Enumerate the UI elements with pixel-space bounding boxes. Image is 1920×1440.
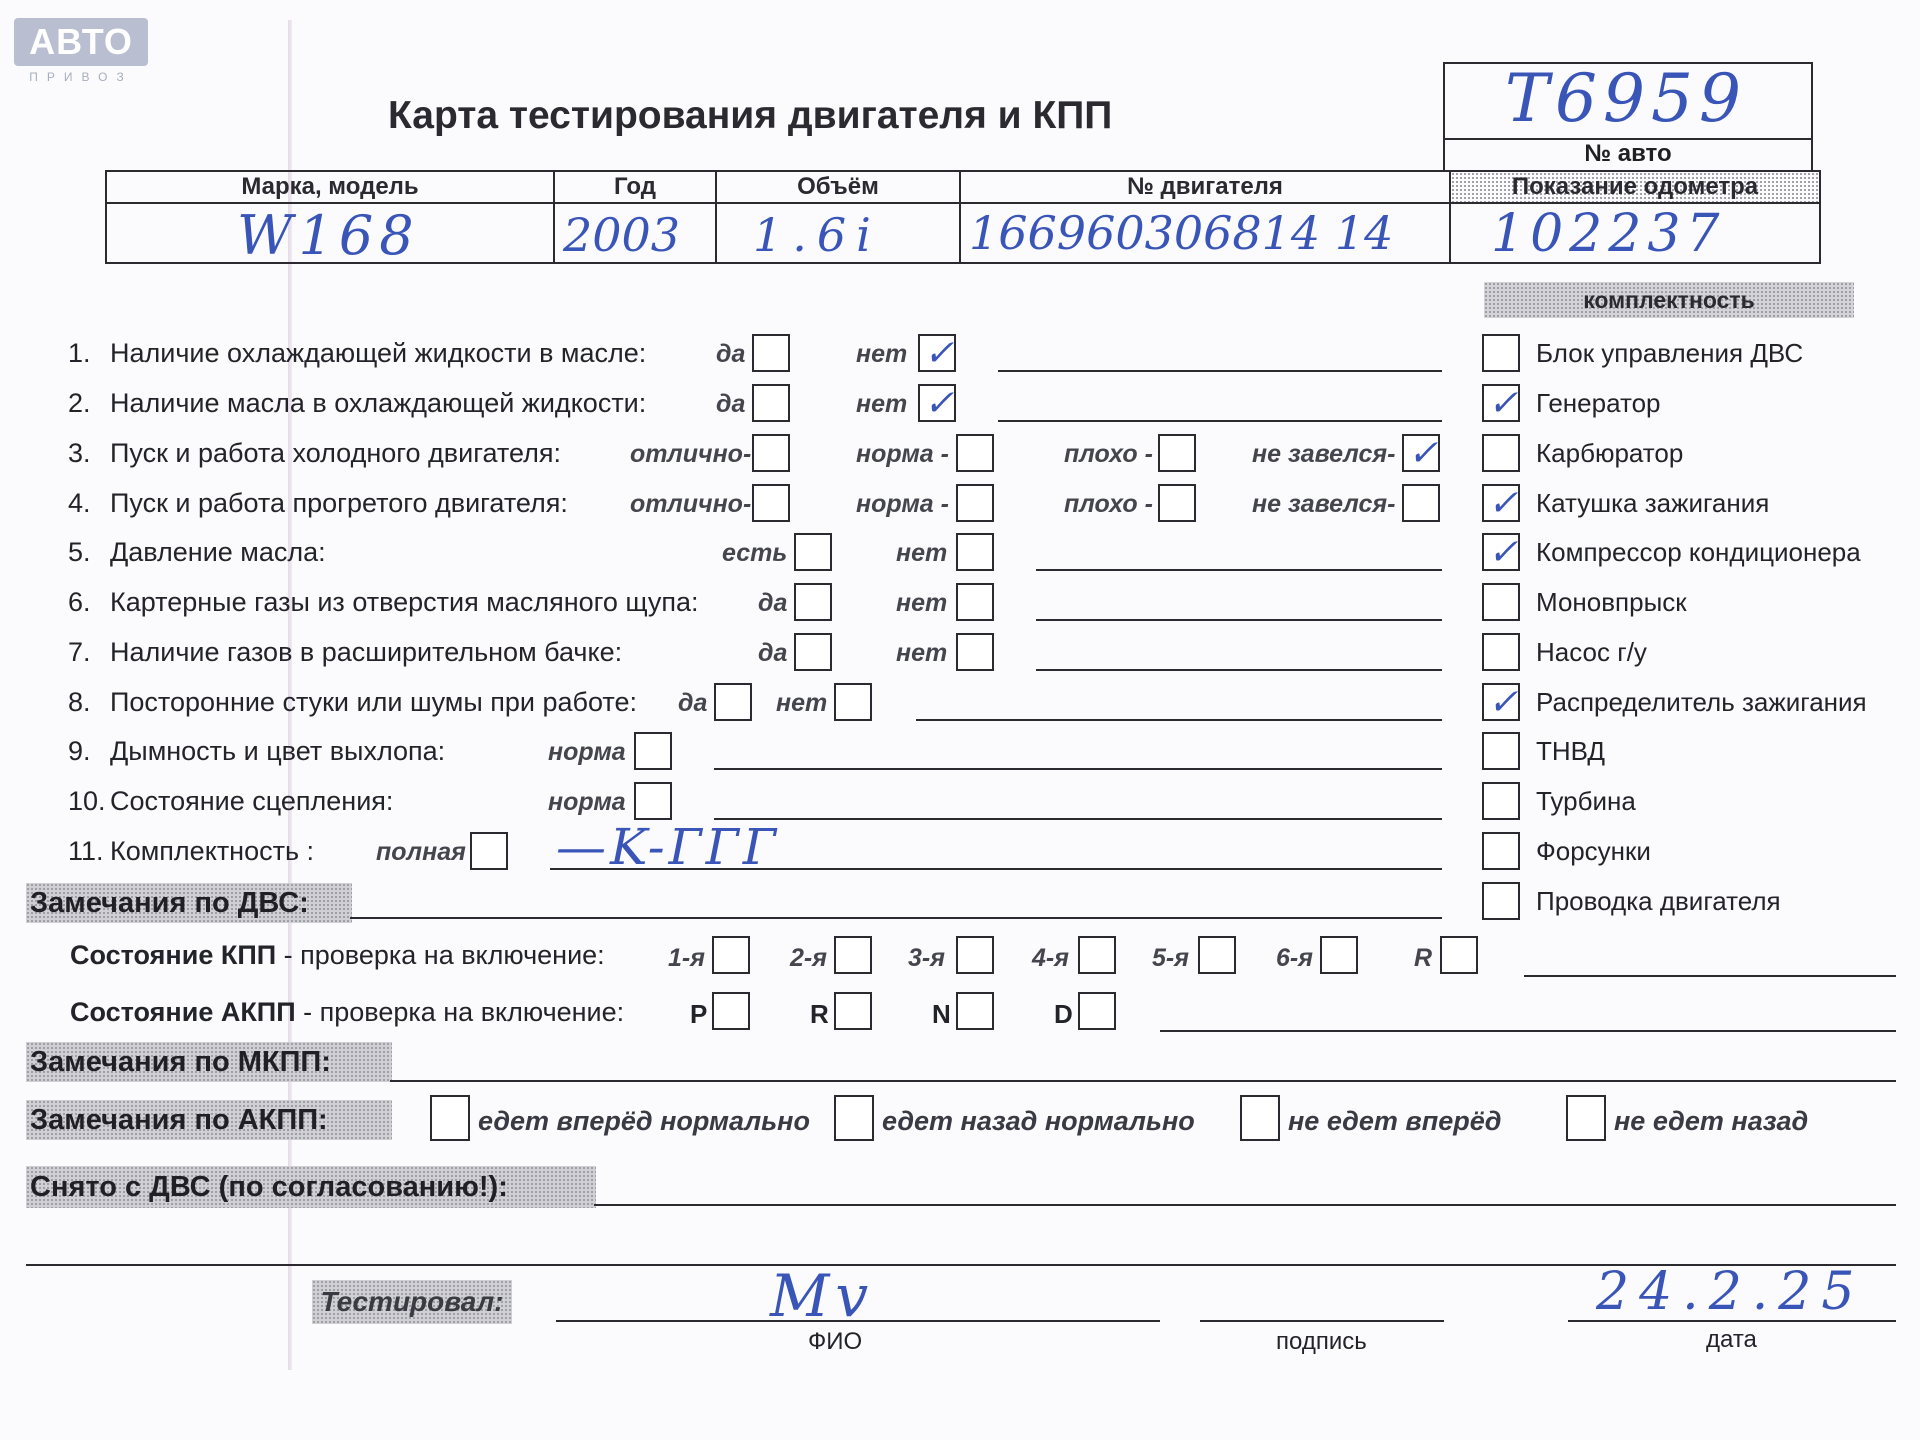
excellent-checkbox[interactable] (752, 484, 790, 522)
normal-label: норма - (856, 490, 949, 518)
exists-label: есть (722, 539, 788, 567)
engine-remarks-line[interactable] (350, 917, 1442, 919)
gear-label: 1-я (668, 944, 705, 972)
kpp-label (70, 940, 605, 971)
item-text: Картерные газы из отверстия масляного щупа: (110, 587, 699, 617)
no-start-label: не завелся- (1252, 490, 1396, 518)
check-mark-icon: ✓ (924, 333, 955, 374)
no-start-checkbox[interactable] (1402, 484, 1440, 522)
kit-item-label: Распределитель зажигания (1536, 687, 1867, 717)
kit-item-label: Блок управления ДВС (1536, 338, 1804, 368)
mkpp-remarks-label (26, 1042, 392, 1082)
akpp-remarks-label (26, 1100, 392, 1140)
check-mark-icon: ✓ (1408, 433, 1439, 474)
normal-checkbox[interactable] (956, 434, 994, 472)
item-notes-line[interactable] (998, 420, 1442, 422)
year-value: 2003 (563, 208, 681, 262)
kit-item-label: Форсунки (1536, 836, 1651, 866)
mkpp-remarks-line[interactable] (390, 1080, 1896, 1082)
item-text: Наличие масла в охлаждающей жидкости: (110, 388, 647, 418)
signature-line[interactable] (1200, 1320, 1444, 1322)
check-mark-icon: ✓ (1488, 483, 1519, 524)
gear-label: R (1414, 944, 1433, 972)
signature-label: подпись (1276, 1328, 1367, 1355)
full-label: полная (376, 838, 466, 866)
akpp-gear-checkbox[interactable] (712, 992, 750, 1030)
yes-checkbox[interactable] (794, 583, 832, 621)
removed-label (26, 1166, 596, 1208)
bad-label: плохо - (1064, 440, 1153, 468)
full-checkbox[interactable] (470, 832, 508, 870)
excellent-checkbox[interactable] (752, 434, 790, 472)
kit-item-label: Проводка двигателя (1536, 886, 1781, 916)
akpp-gear-label: N (932, 999, 951, 1029)
akpp-label-bold: Состояние АКПП (70, 997, 296, 1027)
akpp-label-rest: - проверка на включение: (295, 997, 625, 1027)
item-text: Наличие газов в расширительном бачке: (110, 637, 623, 667)
item-number: 6. (68, 587, 91, 617)
no-label: нет (856, 340, 908, 368)
no-label: нет (896, 589, 948, 617)
page-title: Карта тестирования двигателя и КПП (388, 94, 1113, 137)
yes-checkbox[interactable] (794, 633, 832, 671)
item-text: Дымность и цвет выхлопа: (110, 736, 446, 766)
odometer-value-cell (1450, 203, 1820, 263)
gear-label: 3-я (908, 944, 945, 972)
gear-label: 5-я (1152, 944, 1189, 972)
bad-checkbox[interactable] (1158, 484, 1196, 522)
brand-value-cell (106, 203, 554, 267)
logo (14, 18, 148, 66)
akpp-option-label: не едет вперёд (1288, 1106, 1502, 1136)
item-notes-line[interactable] (998, 370, 1442, 372)
yes-label: да (678, 689, 708, 717)
akpp-option-label: едет вперёд нормально (478, 1106, 810, 1136)
engine-number-label: № двигателя (960, 171, 1450, 203)
akpp-gear-label: P (690, 999, 708, 1029)
item-number: 9. (68, 736, 91, 766)
normal-checkbox[interactable] (956, 484, 994, 522)
gear-label: 2-я (790, 944, 827, 972)
volume-value: 1.6i (753, 208, 881, 262)
odometer-label-text: Показание одометра (1511, 173, 1759, 200)
brand-value: W168 (237, 204, 420, 267)
volume-value-cell (716, 203, 960, 263)
check-mark-icon: ✓ (1488, 682, 1519, 723)
yes-label: да (758, 589, 788, 617)
akpp-option-checkbox[interactable] (1240, 1095, 1280, 1141)
kit-checkbox[interactable] (1482, 832, 1520, 870)
kit-checkbox[interactable] (1482, 434, 1520, 472)
completeness-note: —K-ГГГ (556, 818, 780, 876)
gear-label: 4-я (1032, 944, 1069, 972)
engine-value-cell (960, 203, 1450, 263)
item-notes-line[interactable] (916, 719, 1442, 721)
item-text: Комплектность : (110, 836, 315, 866)
kit-checkbox[interactable] (1482, 882, 1520, 920)
engine-remarks-label-text: Замечания по ДВС: (30, 887, 309, 919)
tested-label (312, 1280, 512, 1324)
kit-item-label: Моновпрыск (1536, 587, 1687, 617)
no-checkbox[interactable] (956, 633, 994, 671)
year-label: Год (554, 171, 716, 203)
gear-checkbox[interactable] (712, 936, 750, 974)
no-label: нет (776, 689, 828, 717)
yes-checkbox[interactable] (752, 384, 790, 422)
akpp-gear-label: R (810, 999, 829, 1029)
engine-number-value: 166960306814 14 (969, 206, 1394, 260)
item-notes-line[interactable] (714, 768, 1442, 770)
akpp-option-label: не едет назад (1614, 1106, 1809, 1136)
removed-line-1[interactable] (594, 1204, 1896, 1206)
item-notes-line[interactable] (714, 818, 1442, 820)
odometer-value: 102237 (1491, 204, 1726, 264)
akpp-label (70, 997, 624, 1028)
item-number: 4. (68, 488, 91, 518)
kit-checkbox[interactable] (1482, 633, 1520, 671)
kit-item-label: Насос г/у (1536, 637, 1647, 667)
kit-heading (1484, 282, 1854, 318)
normal-label: норма - (856, 440, 949, 468)
tested-label-text: Тестировал: (320, 1286, 504, 1317)
no-start-label: не завелся- (1252, 440, 1396, 468)
logo-subtitle: ПРИВОЗ (29, 70, 133, 84)
bad-label: плохо - (1064, 490, 1153, 518)
akpp-gear-checkbox[interactable] (956, 992, 994, 1030)
no-label: нет (896, 539, 948, 567)
date-label: дата (1706, 1326, 1757, 1353)
check-mark-icon: ✓ (1488, 383, 1519, 424)
kpp-label-rest: - проверка на включение: (276, 940, 605, 970)
gear-checkbox[interactable] (1078, 936, 1116, 974)
kit-item-label: Турбина (1536, 786, 1636, 816)
excellent-label: отлично- (630, 490, 752, 518)
no-checkbox[interactable] (956, 583, 994, 621)
gear-label: 6-я (1276, 944, 1313, 972)
kit-heading-text: комплектность (1583, 287, 1755, 313)
excellent-label: отлично- (630, 440, 752, 468)
kit-checkbox[interactable] (1482, 782, 1520, 820)
kit-checkbox[interactable] (1482, 732, 1520, 770)
item-notes-line[interactable] (1036, 669, 1442, 671)
akpp-gear-label: D (1054, 999, 1073, 1029)
year-value-cell (554, 203, 716, 263)
check-mark-icon: ✓ (924, 383, 955, 424)
item-number: 3. (68, 438, 91, 468)
logo-name: АВТО (29, 21, 133, 62)
kit-checkbox[interactable] (1482, 334, 1520, 372)
removed-label-text: Снято с ДВС (по согласованию!): (30, 1171, 508, 1203)
gear-checkbox[interactable] (1440, 936, 1478, 974)
item-number: 10. (68, 786, 106, 816)
fio-label: ФИО (808, 1328, 863, 1355)
akpp-option-checkbox[interactable] (834, 1095, 874, 1141)
check-mark-icon: ✓ (1488, 532, 1519, 573)
kit-item-label: ТНВД (1536, 736, 1606, 766)
akpp-remarks-line[interactable] (1160, 1030, 1896, 1032)
akpp-gear-checkbox[interactable] (1078, 992, 1116, 1030)
akpp-gear-checkbox[interactable] (834, 992, 872, 1030)
normal-checkbox[interactable] (634, 732, 672, 770)
normal-label: норма (548, 738, 626, 766)
odometer-label (1450, 171, 1820, 203)
kpp-remarks-line[interactable] (1524, 975, 1896, 977)
item-text: Пуск и работа холодного двигателя: (110, 438, 561, 468)
akpp-remarks-label-text: Замечания по АКПП: (30, 1104, 328, 1136)
gear-checkbox[interactable] (1198, 936, 1236, 974)
yes-checkbox[interactable] (714, 683, 752, 721)
engine-remarks-label (26, 883, 352, 923)
item-number: 8. (68, 687, 91, 717)
akpp-option-label: едет назад нормально (882, 1106, 1195, 1136)
item-notes-line[interactable] (1036, 619, 1442, 621)
item-text: Пуск и работа прогретого двигателя: (110, 488, 568, 518)
car-number-box (1443, 62, 1813, 140)
yes-label: да (716, 390, 746, 418)
item-text: Наличие охлаждающей жидкости в масле: (110, 338, 647, 368)
yes-label: да (716, 340, 746, 368)
item-text: Давление масла: (110, 537, 326, 567)
kpp-label-bold: Состояние КПП (70, 940, 277, 970)
normal-label: норма (548, 788, 626, 816)
no-label: нет (896, 639, 948, 667)
kit-item-label: Карбюратор (1536, 438, 1684, 468)
gear-checkbox[interactable] (1320, 936, 1358, 974)
kit-item-label: Компрессор кондиционера (1536, 537, 1861, 567)
no-label: нет (856, 390, 908, 418)
car-number-value: T6959 (1505, 60, 1747, 137)
volume-label: Объём (716, 171, 960, 203)
gear-checkbox[interactable] (956, 936, 994, 974)
item-number: 1. (68, 338, 91, 368)
no-checkbox[interactable] (834, 683, 872, 721)
kit-item-label: Генератор (1536, 388, 1661, 418)
date-value: 24.2.25 (1596, 1262, 1865, 1322)
mkpp-remarks-label-text: Замечания по МКПП: (30, 1046, 331, 1078)
brand-label: Марка, модель (106, 171, 554, 203)
item-notes-line[interactable] (1036, 569, 1442, 571)
yes-label: да (758, 639, 788, 667)
car-number-label: № авто (1443, 138, 1813, 172)
vehicle-info-table (105, 170, 1821, 267)
item-text: Состояние сцепления: (110, 786, 394, 816)
exists-checkbox[interactable] (794, 533, 832, 571)
gear-checkbox[interactable] (834, 936, 872, 974)
kit-checkbox[interactable] (1482, 583, 1520, 621)
item-number: 11. (68, 836, 104, 866)
no-checkbox[interactable] (956, 533, 994, 571)
yes-checkbox[interactable] (752, 334, 790, 372)
item-number: 2. (68, 388, 91, 418)
akpp-option-checkbox[interactable] (1566, 1095, 1606, 1141)
item-text: Посторонние стуки или шумы при работе: (110, 687, 637, 717)
kit-item-label: Катушка зажигания (1536, 488, 1770, 518)
item-number: 7. (68, 637, 91, 667)
item-number: 5. (68, 537, 91, 567)
akpp-option-checkbox[interactable] (430, 1095, 470, 1141)
normal-checkbox[interactable] (634, 782, 672, 820)
bad-checkbox[interactable] (1158, 434, 1196, 472)
fio-value: Мv (770, 1262, 875, 1330)
